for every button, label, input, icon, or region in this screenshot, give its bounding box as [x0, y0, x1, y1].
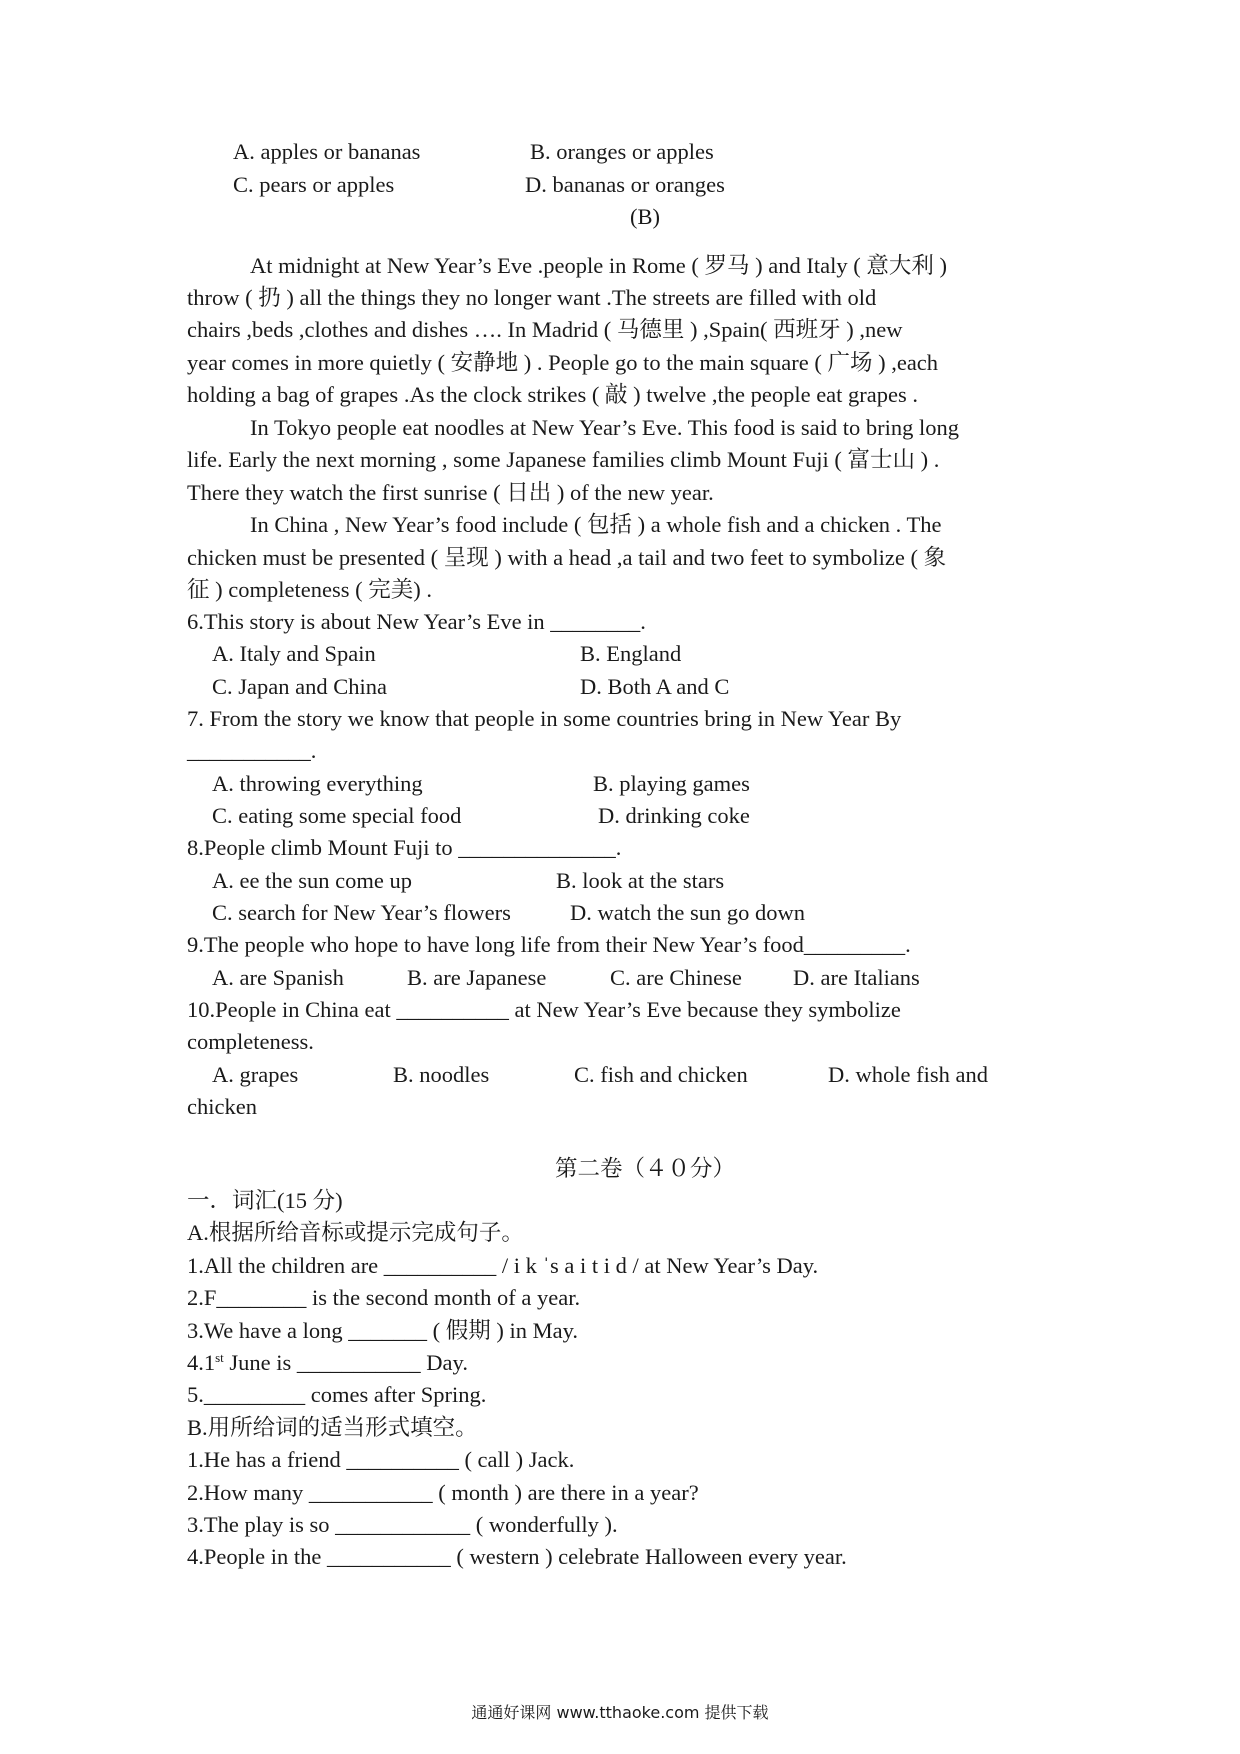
passage-line: life. Early the next morning , some Japanese families climb Mount Fuji ( 富士山 ) .	[187, 447, 940, 472]
question-7-stem: 7. From the story we know that people in some countries bring in New Year By	[187, 706, 902, 731]
passage-line: chicken must be presented ( 呈现 ) with a head ,a tail and two feet to symbolize ( 象	[187, 545, 947, 570]
passage-line: In China , New Year’s food include ( 包括 ) a whole fish and a chicken . The	[250, 512, 942, 537]
passage-line: At midnight at New Year’s Eve .people in Rome ( 罗马 ) and Italy ( 意大利 )	[250, 253, 947, 278]
q9-option-d: D. are Italians	[793, 965, 920, 990]
vocab-a-item-5: 5._________ comes after Spring.	[187, 1382, 487, 1407]
q5-option-a: A. apples or bananas	[233, 139, 421, 164]
question-7-blank: ___________.	[187, 738, 317, 763]
passage-line: In Tokyo people eat noodles at New Year’s Eve. This food is said to bring long	[250, 415, 959, 440]
q8-option-c: C. search for New Year’s flowers	[212, 900, 511, 925]
vocab-b-item-1: 1.He has a friend __________ ( call ) Jack.	[187, 1447, 575, 1472]
passage-line: year comes in more quietly ( 安静地 ) . People go to the main square ( 广场 ) ,each	[187, 350, 939, 375]
vocab-a-item-3: 3.We have a long _______ ( 假期 ) in May.	[187, 1318, 579, 1343]
section-vocabulary-heading: 一．词汇(15 分)	[187, 1188, 343, 1213]
q8-option-b: B. look at the stars	[556, 868, 725, 893]
question-9-stem: 9.The people who hope to have long life from their New Year’s food_________.	[187, 932, 911, 957]
q7-option-d: D. drinking coke	[598, 803, 750, 828]
q10-option-a: A. grapes	[212, 1062, 299, 1087]
q5-option-d: D. bananas or oranges	[525, 172, 725, 197]
q7-option-b: B. playing games	[593, 771, 750, 796]
q6-option-d: D. Both A and C	[580, 674, 730, 699]
passage-line: 征 ) completeness ( 完美) .	[187, 577, 432, 602]
q10-option-d: D. whole fish and	[828, 1062, 988, 1087]
vocab-a-item-2: 2.F________ is the second month of a year.	[187, 1285, 581, 1310]
vocab-a-item-1: 1.All the children are __________ / i k ˈs a i t i d / at New Year’s Day.	[187, 1253, 819, 1278]
vocab-a-item-4-prefix: 4.1	[187, 1350, 216, 1375]
q10-option-d-wrap: chicken	[187, 1094, 257, 1119]
q7-option-a: A. throwing everything	[212, 771, 423, 796]
question-6-stem: 6.This story is about New Year’s Eve in ________.	[187, 609, 646, 634]
q5-option-c: C. pears or apples	[233, 172, 395, 197]
vocab-b-item-4: 4.People in the ___________ ( western ) celebrate Halloween every year.	[187, 1544, 847, 1569]
q6-option-c: C. Japan and China	[212, 674, 387, 699]
passage-label: (B)	[630, 204, 660, 229]
vocab-a-item-4-rest: June is ___________ Day.	[223, 1350, 468, 1375]
passage-line: There they watch the first sunrise ( 日出 ) of the new year.	[187, 480, 714, 505]
question-8-stem: 8.People climb Mount Fuji to ______________.	[187, 835, 622, 860]
q9-option-b: B. are Japanese	[407, 965, 547, 990]
q6-option-b: B. England	[580, 641, 682, 666]
passage-line: throw ( 扔 ) all the things they no longer want .The streets are filled with old	[187, 285, 877, 310]
vocab-b-item-3: 3.The play is so ____________ ( wonderfully ).	[187, 1512, 618, 1537]
vocab-b-item-2: 2.How many ___________ ( month ) are there in a year?	[187, 1480, 699, 1505]
q6-option-a: A. Italy and Spain	[212, 641, 376, 666]
q9-option-a: A. are Spanish	[212, 965, 344, 990]
vocab-a-item-4	[187, 1348, 468, 1378]
passage-line: holding a bag of grapes .As the clock strikes ( 敲 ) twelve ,the people eat grapes .	[187, 382, 919, 407]
q7-option-c: C. eating some special food	[212, 803, 462, 828]
question-10-stem-cont: completeness.	[187, 1029, 314, 1054]
page-footer: 通通好课网 www.tthaoke.com 提供下载	[471, 1703, 769, 1722]
subsection-b-heading: B.用所给词的适当形式填空。	[187, 1415, 478, 1440]
passage-line: chairs ,beds ,clothes and dishes …. In Madrid ( 马德里 ) ,Spain( 西班牙 ) ,new	[187, 317, 903, 342]
part2-title: 第二卷（４０分）	[554, 1156, 735, 1181]
q10-option-c: C. fish and chicken	[574, 1062, 748, 1087]
q8-option-a: A. ee the sun come up	[212, 868, 412, 893]
vocab-a-item-4-sup: st	[215, 1350, 224, 1365]
q9-option-c: C. are Chinese	[610, 965, 742, 990]
q5-option-b: B. oranges or apples	[530, 139, 714, 164]
q8-option-d: D. watch the sun go down	[570, 900, 805, 925]
subsection-a-heading: A.根据所给音标或提示完成句子。	[187, 1220, 524, 1245]
question-10-stem: 10.People in China eat __________ at New Year’s Eve because they symbolize	[187, 997, 901, 1022]
q10-option-b: B. noodles	[393, 1062, 490, 1087]
